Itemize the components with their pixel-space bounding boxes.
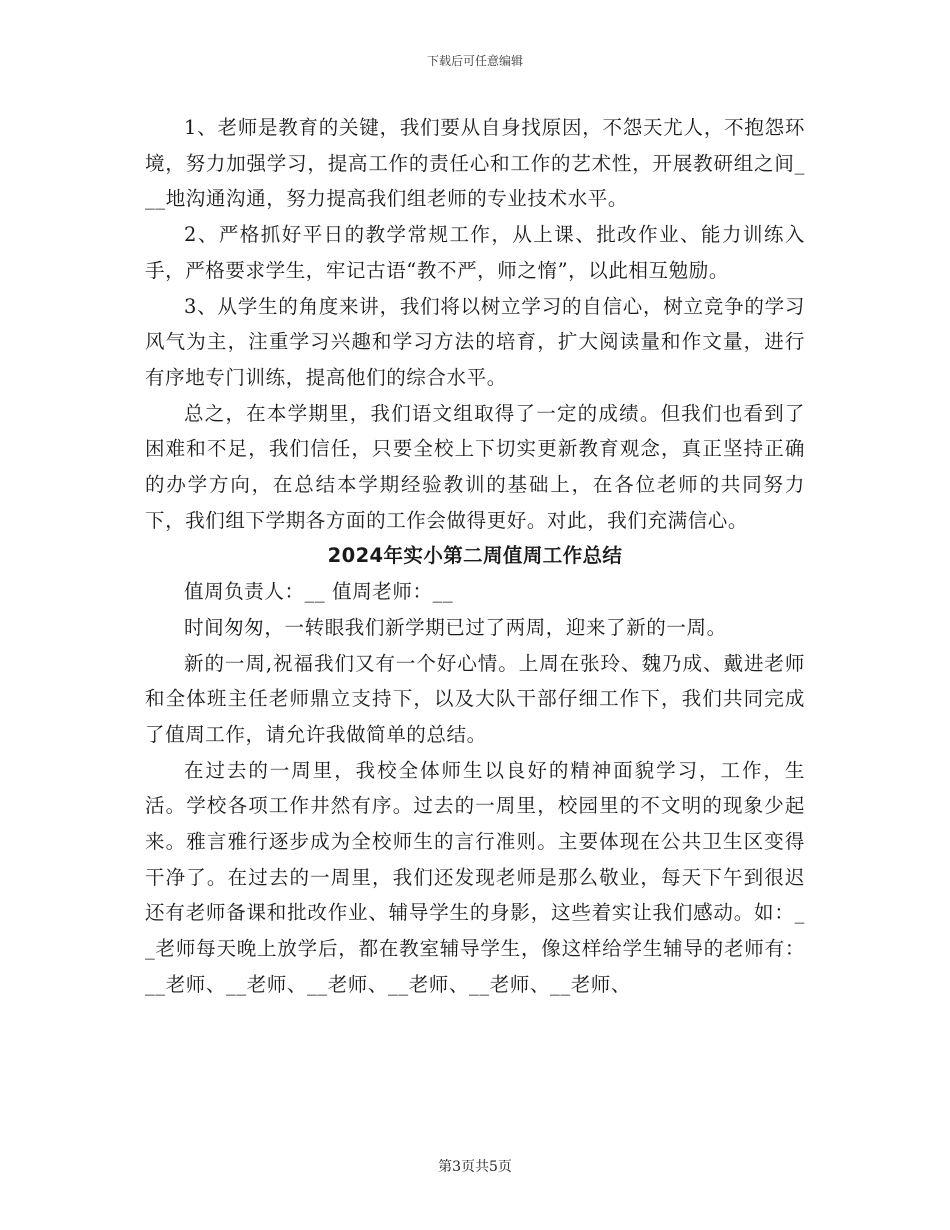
duty-personnel-line: 值周负责人：__ 值周老师：__ — [184, 580, 454, 604]
paragraph-conclusion: 总之，在本学期里，我们语文组取得了一定的成绩。但我们也看到了困难和不足，我们信任，只要全校上下切实更新教育观念，真正坚持正确的办学方向，在总结本学期经验教训的基础上，在各位老师的共同努力下，我们组下学期各方面的工作会做得更好。对此，我们充满信心。 — [145, 401, 805, 532]
paragraph-intro: 时间匆匆，一转眼我们新学期已过了两周，迎来了新的一周。 — [184, 615, 727, 639]
paragraph-new-week: 新的一周,祝福我们又有一个好心情。上周在张玲、魏乃成、戴进老师和全体班主任老师鼎立支持下，以及大队干部仔细工作下，我们共同完成了值周工作，请允许我做简单的总结。 — [145, 651, 805, 746]
paragraph-past-week: 在过去的一周里，我校全体师生以良好的精神面貌学习，工作，生活。学校各项工作井然有序。过去的一周里，校园里的不文明的现象少起来。雅言雅行逐步成为全校师生的言行准则。主要体现在公共卫生区变得干净了。在过去的一周里，我们还发现老师是那么敬业，每天下午到很迟还有老师备课和批改作业、辅导学生的身影，这些着实让我们感动。如：__老师每天晚上放学后，都在教室辅导学生，像这样给学生辅导的老师有：__老师、__老师、__老师、__老师、__老师、__老师、 — [145, 758, 805, 996]
paragraph-item-1: 1、老师是教育的关键，我们要从自身找原因，不怨天尤人，不抱怨环境，努力加强学习，提高工作的责任心和工作的艺术性，开展教研组之间___地沟通沟通，努力提高我们组老师的专业技术水平。 — [145, 116, 805, 211]
paragraph-item-3: 3、从学生的角度来讲，我们将以树立学习的自信心，树立竞争的学习风气为主，注重学习兴趣和学习方法的培育，扩大阅读量和作文量，进行有序地专门训练，提高他们的综合水平。 — [145, 294, 805, 389]
document-body — [145, 110, 805, 1003]
page-footer: 第3页共5页 — [438, 1159, 512, 1175]
section-title: 2024年实小第二周值周工作总结 — [327, 544, 623, 568]
page-header: 下载后可任意编辑 — [426, 54, 523, 68]
paragraph-item-2: 2、严格抓好平日的教学常规工作，从上课、批改作业、能力训练入手，严格要求学生，牢记古语“教不严，师之惰”，以此相互勉励。 — [145, 223, 805, 282]
